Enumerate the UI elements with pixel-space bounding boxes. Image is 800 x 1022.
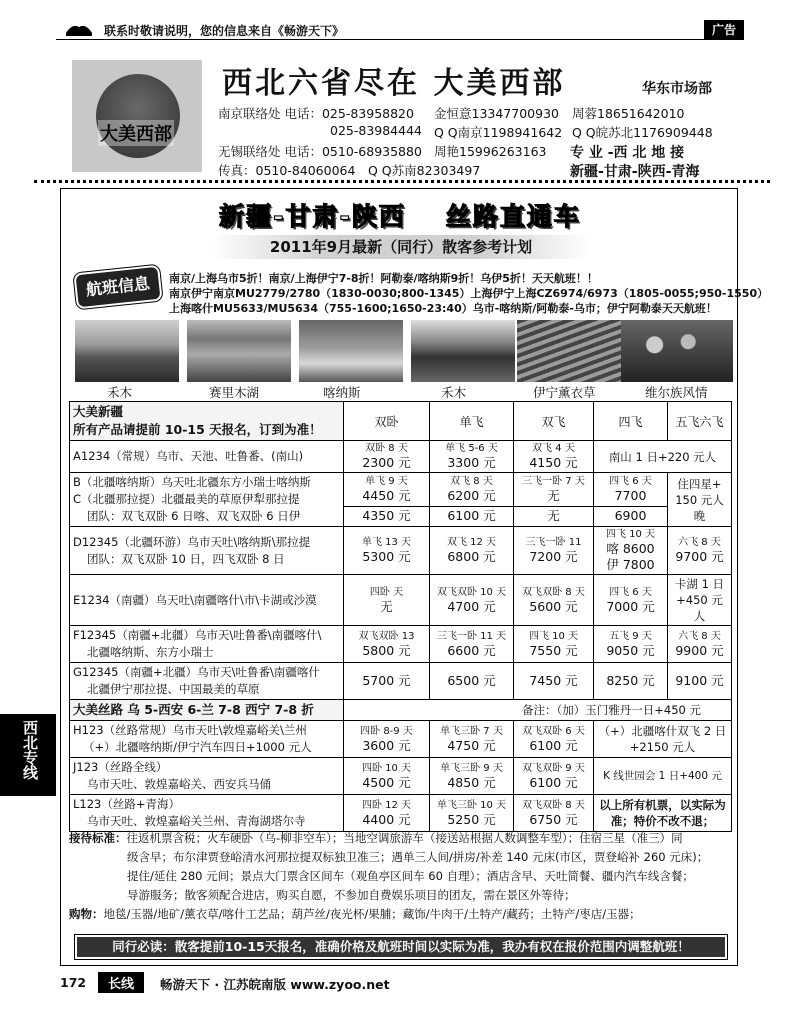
photo-strip <box>67 320 733 382</box>
route-cell: G12345（南疆+北疆）乌市天\吐鲁番\南疆喀什 北疆伊宁那拉提、中国最美的草原 <box>70 663 344 700</box>
price-table <box>69 401 732 832</box>
price-cell: 6500 元 <box>430 663 514 700</box>
booking-notice: 同行必读：散客提前10-15天报名，准确价格及航班时间以实际为准，我办有权在报价范围内调整航班！ <box>75 935 727 959</box>
side-tab-label: 西北专线 <box>21 720 39 780</box>
price-cell: 三飞一卧 11 天 6600 元 <box>430 626 514 663</box>
note-cell: K 线世园会 1 日+400 元 <box>594 758 732 795</box>
price-cell: 四卧 天 无 <box>344 575 430 626</box>
top-notice-bar <box>56 20 744 40</box>
price-cell: 双卧 8 天 2300 元 <box>344 441 430 473</box>
section-note: 备注：（加）玉门雅丹一日+450 元 <box>344 700 732 721</box>
table-row <box>70 575 732 626</box>
note-cell: （+）北疆喀什双飞 2 日 +2150 元人 <box>594 721 732 758</box>
photo-caption: 维尔族风情 <box>645 385 708 400</box>
column-header: 单飞 <box>430 402 514 441</box>
price-cell: 4350 元 <box>344 506 430 526</box>
price-cell: 5700 元 <box>344 663 430 700</box>
price-cell: 四飞 6 天 7700 <box>594 473 668 507</box>
note-cell: 住四星+ 150 元人晚 <box>668 473 732 527</box>
photo-caption: 赛里木湖 <box>209 385 260 400</box>
section-label: 长线 <box>98 972 144 993</box>
note-cell: 以上所有机票，以实际为 准；特价不改不退； <box>594 795 732 832</box>
route-cell: H123（丝路常规）乌市天吐\敦煌嘉峪关\兰州 （+）北疆喀纳斯/伊宁汽车四日+1000 元人 <box>70 721 344 758</box>
flight-info <box>169 271 769 316</box>
price-cell: 8250 元 <box>594 663 668 700</box>
photo-caption: 喀纳斯 <box>323 385 361 400</box>
price-cell: 单飞 13 天 5300 元 <box>344 527 430 575</box>
plan-subtitle: 2011年9月最新（同行）散客参考计划 <box>211 235 591 259</box>
page-footer <box>56 972 756 994</box>
brand-logo-text: 大美西部 <box>98 120 174 146</box>
brand-slogan: 西北六省尽在 大美西部 <box>222 66 566 101</box>
terms-label: 接待标准： <box>69 831 127 845</box>
price-cell: 三飞一卧 11 7200 元 <box>514 527 594 575</box>
photo-caption: 伊宁薰衣草 <box>533 385 596 400</box>
photo-caption: 禾木 <box>107 385 133 400</box>
magazine-logo-icon <box>64 21 94 37</box>
terms-line: 提住/延住 280 元间；景点大门票含区间车（观鱼亭区间车 60 自理）；酒店含早、天吐简餐、疆内汽车线含餐； <box>127 869 694 883</box>
price-cell: 六飞 8 天 9900 元 <box>668 626 732 663</box>
route-cell: L123（丝路+青海） 乌市天吐、敦煌嘉峪关兰州、青海湖塔尔寺 <box>70 795 344 832</box>
route-cell: J123（丝路全线） 乌市天吐、敦煌嘉峪关、西安兵马俑 <box>70 758 344 795</box>
route-cell: E1234（南疆）乌天吐\南疆喀什\市\卡湖或沙漠 <box>70 575 344 626</box>
service-terms <box>69 829 731 924</box>
price-cell: 三飞一卧 7 天 无 <box>514 473 594 507</box>
price-cell: 四卧 8-9 天 3600 元 <box>344 721 430 758</box>
photo-hemu-2 <box>411 320 515 382</box>
price-cell: 双飞双卧 13 5800 元 <box>344 626 430 663</box>
section-header: 大美丝路 乌 5-西安 6-兰 7-8 西宁 7-8 折 <box>70 700 344 721</box>
price-cell: 单飞三卧 10 天 5250 元 <box>430 795 514 832</box>
photo-kanas <box>299 320 403 382</box>
page-number: 172 <box>60 975 87 990</box>
price-cell: 双飞双卧 6 天 6100 元 <box>514 721 594 758</box>
price-cell: 五飞 9 天 9050 元 <box>594 626 668 663</box>
itinerary-panel <box>60 188 769 966</box>
price-cell: 双飞 4 天 4150 元 <box>514 441 594 473</box>
price-cell: 双飞双卧 8 天 5600 元 <box>514 575 594 626</box>
department-name: 华东市场部 <box>642 81 712 97</box>
price-cell: 四卧 10 天 4500 元 <box>344 758 430 795</box>
price-cell: 单飞三卧 9 天 4850 元 <box>430 758 514 795</box>
table-row <box>70 626 732 663</box>
price-cell: 双飞 12 天 6800 元 <box>430 527 514 575</box>
flight-info-badge: 航班信息 <box>73 265 162 310</box>
section-header: 大美新疆 所有产品请提前 10-15 天报名，订到为准！ <box>70 402 344 441</box>
ad-label: 广告 <box>704 20 744 39</box>
price-cell: 双飞双卧 10 天 4700 元 <box>430 575 514 626</box>
price-cell: 无 <box>514 506 594 526</box>
source-notice: 联系时敬请说明，您的信息来自《畅游天下》 <box>104 24 345 38</box>
price-cell: 9100 元 <box>668 663 732 700</box>
magazine-name: 畅游天下 · 江苏皖南版 www.zyoo.net <box>160 977 390 992</box>
terms-line: 往返机票含税；火车硬卧（乌-柳非空车）；当地空调旅游车（接送站根据人数调整车型）；住宿三星（准三）同 <box>126 831 683 845</box>
price-cell: 四飞 6 天 7000 元 <box>594 575 668 626</box>
price-cell: 6100 元 <box>430 506 514 526</box>
flight-line: 上海喀什MU5633/MU5634（755-1600;1650-23:40）乌市-喀纳斯/阿勒泰-乌市；伊宁阿勒泰天天航班！ <box>169 302 717 315</box>
price-cell: 单飞 9 天 4450 元 <box>344 473 430 507</box>
column-header: 五飞六飞 <box>668 402 732 441</box>
price-cell: 6900 <box>594 506 668 526</box>
table-row <box>70 441 732 473</box>
terms-line: 导游服务；散客须配合进店，购买自愿，不参加自费娱乐项目的团友，需在景区外等待； <box>127 888 576 902</box>
region-tag: 新疆-甘肃-陕西-青海 <box>570 164 700 180</box>
table-row <box>70 473 732 507</box>
photo-hemu <box>75 320 179 382</box>
photo-lavender <box>517 320 621 382</box>
flight-line: 南京/上海乌市5折！南京/上海伊宁7-8折！阿勒泰/喀纳斯9折！乌伊5折！天天航班！！ <box>169 272 598 285</box>
photo-caption: 禾木 <box>441 385 467 400</box>
table-row <box>70 527 732 575</box>
column-header: 双飞 <box>514 402 594 441</box>
flight-line: 南京伊宁南京MU2779/2780（1830-0030;800-1345）上海伊宁上海CZ6974/6973（1805-0055;950-1550） <box>169 287 769 300</box>
note-cell: 卡湖 1 日 +450 元人 <box>668 575 732 626</box>
service-tag: 专 业 -西 北 地 接 <box>570 145 685 161</box>
price-cell: 双飞双卧 8 天 6750 元 <box>514 795 594 832</box>
price-cell: 双飞 8 天 6200 元 <box>430 473 514 507</box>
price-cell: 四飞 10 天 7550 元 <box>514 626 594 663</box>
price-cell: 双飞双卧 9 天 6100 元 <box>514 758 594 795</box>
terms-line: 级含早；布尔津贾登峪清水河那拉提双标独卫准三；遇单三人间/拼房/补差 140 元床(市区，贾登峪补 260 元床)； <box>127 850 709 864</box>
note-cell: 南山 1 日+220 元人 <box>594 441 732 473</box>
column-header: 四飞 <box>594 402 668 441</box>
price-cell: 六飞 8 天 9700 元 <box>668 527 732 575</box>
section-side-tab <box>0 714 56 796</box>
dotted-divider <box>34 180 770 183</box>
route-cell: F12345（南疆+北疆）乌市天\吐鲁番\南疆喀什\ 北疆喀纳斯、东方小瑞士 <box>70 626 344 663</box>
price-cell: 7450 元 <box>514 663 594 700</box>
photo-uyghur <box>621 320 733 382</box>
section-header-row <box>70 700 732 721</box>
table-row <box>70 758 732 795</box>
price-cell: 单飞 5-6 天 3300 元 <box>430 441 514 473</box>
price-cell: 四卧 12 天 4400 元 <box>344 795 430 832</box>
route-cell: B（北疆喀纳斯）乌天吐北疆东方小瑞士喀纳斯 C（北疆那拉提）北疆最美的草原伊犁那拉提 团队：双飞双卧 6 日喀、双飞双卧 6 日伊 <box>70 473 344 527</box>
main-banner: 新疆-甘肃-陕西 丝路直通车 <box>219 202 581 231</box>
table-row <box>70 663 732 700</box>
terms-line: 地毯/玉器/地矿/薰衣草/喀什工艺品；葫芦丝/夜光杯/果脯；藏饰/牛肉干/土特产/藏药；土特产/枣店/玉器； <box>103 907 641 921</box>
brand-logo <box>72 60 202 172</box>
price-cell: 单飞三卧 7 天 4750 元 <box>430 721 514 758</box>
agency-header: 大美西部 西北六省尽在 大美西部 华东市场部 南京联络处 电话：025-83958820 金恒意13347700930 周蓉18651642010 025-83984444 Q Q南京1198941642 Q Q皖苏北1176909448 无锡联络处 电话：0510-68935880 周艳15996263163 传真：0510-84060064 Q Q苏南82303497 专 业 -西 北 地 接 新疆-甘肃-陕西-青海 <box>56 46 744 184</box>
column-header: 双卧 <box>344 402 430 441</box>
route-cell: A1234（常规）乌市、天池、吐鲁番、(南山) <box>70 441 344 473</box>
price-cell: 四飞 10 天 喀 8600 伊 7800 <box>594 527 668 575</box>
table-row <box>70 721 732 758</box>
shopping-label: 购物： <box>69 907 104 921</box>
photo-sayram-lake <box>187 320 291 382</box>
table-row <box>70 795 732 832</box>
route-cell: D12345（北疆环游）乌市天吐\喀纳斯\那拉提 团队：双飞双卧 10 日，四飞双卧 8 日 <box>70 527 344 575</box>
